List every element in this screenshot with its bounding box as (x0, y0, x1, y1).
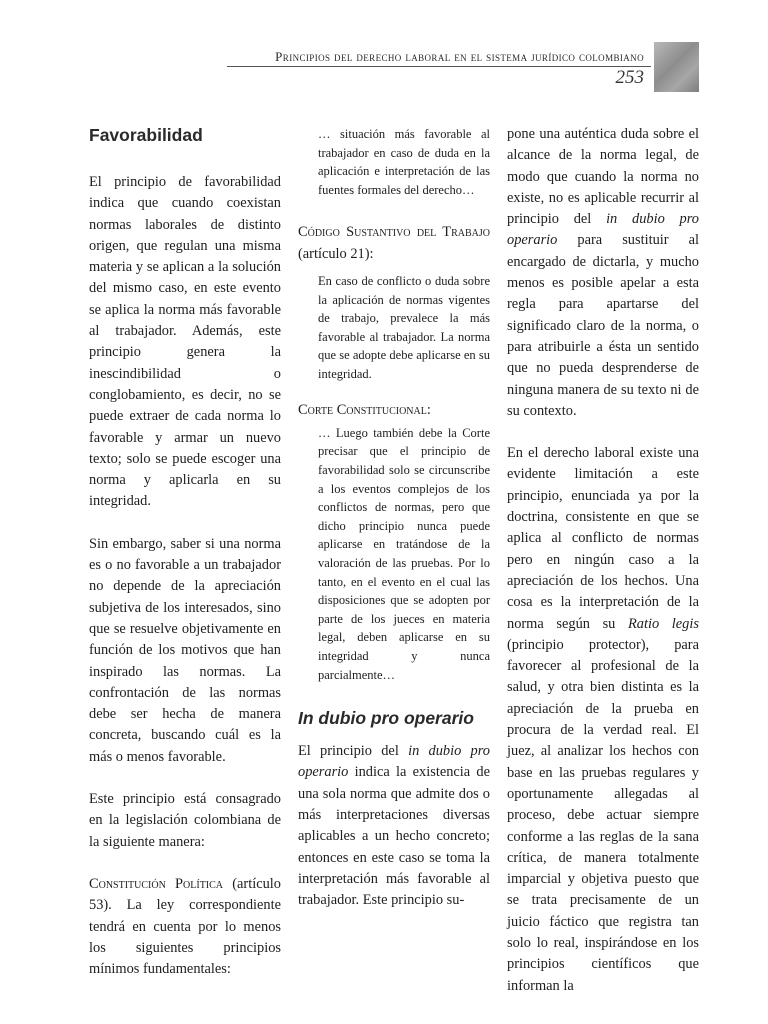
block-quote: … Luego también debe la Corte precisar que el principio de favorabilidad solo se circunscribe a los eventos complejos de los conflictos de normas, pero que dicho principio nunca puede aplicarse en tratándose de la valoración de las pruebas. Por lo tanto, en el evento en el cual las disposiciones que se adopten por parte de los jueces en materia legal, deben aplicarse en su integridad y nunca parcialmente… (318, 425, 490, 682)
column-3 (507, 120, 699, 997)
block-quote: En caso de conflicto o duda sobre la aplicación de normas vigentes de trabajo, prevalece la más favorable al trabajador. La norma que se adopte debe aplicarse en su integridad. (318, 273, 490, 381)
italic-term: in dubio pro operario (298, 743, 491, 781)
source-text: (artículo 21): (298, 245, 374, 262)
paragraph-text: (principio protector), para favorecer al profesional de la salud, y otra bien distinta es la apreciación de la prueba en procura de la verdad real. El juez, al analizar los hechos con base en las pruebas regulares y oportunamente allegadas al proceso, debe actuar siempre conforme a las reglas de la sana crítica, de manera totalmente imparcial y objetiva puesto que se trata precisamente de un juicio fáctico que registra tan solo lo real, inspirándose en los principios científicos que informan la (507, 636, 699, 994)
block-quote: … situación más favorable al trabajador en caso de duda en la aplicación e interpretación de las fuentes formales del derecho… (318, 127, 490, 197)
header-rule (227, 66, 651, 67)
paragraph: Este principio está consagrado en la legislación colombiana de la siguiente manera: (89, 791, 281, 850)
source-label-corte: Corte Constitucional: (298, 401, 431, 418)
column-1 (89, 120, 281, 980)
section-heading-in-dubio: In dubio pro operario (298, 708, 474, 729)
source-label-constitucion: Constitución Política (89, 875, 224, 892)
page-number: 253 (615, 67, 644, 88)
paragraph: El principio de favorabilidad indica que cuando coexistan normas laborales de distinto origen, que regulan una misma materia y se aplican a la solución del mismo caso, en este evento se aplica la norma más favorable al trabajador. Además, este principio genera la inescindibilidad o conglobamiento, es decir, no se puede extraer de cada norma lo favorable y armar un nuevo texto; solo se puede escoger una norma y aplicarla en su integridad. (89, 174, 281, 510)
paragraph (507, 443, 699, 997)
source-line (298, 400, 490, 421)
paragraph (298, 741, 490, 911)
paragraph-text: para sustituir al encargado de dictarla, y mucho menos es posible apelar a esta regla para apartarse del significado claro de la norma, o para atribuirle a ésta un sentido que no pueda desprenderse de ninguna manera de su texto ni de su contexto. (507, 232, 699, 419)
paragraph-text: El principio del (298, 743, 409, 760)
source-line (298, 222, 490, 265)
italic-term: Ratio legis (628, 615, 699, 632)
paragraph-text: En el derecho laboral existe una evidente limitación a este principio, enunciada ya por la doctrina, consistente en que se aplica al conflicto de normas pero en ningún caso a la apreciación de los hechos. Una cosa es la interpretación de la norma según su (507, 445, 699, 632)
paragraph-text: pone una auténtica duda sobre el alcance de la norma legal, de modo que cuando la norma no existe, no es aplicable recurrir al principio del (507, 126, 699, 228)
paragraph: Sin embargo, saber si una norma es o no favorable a un trabajador no depende de la apreciación subjetiva de los interesados, sino que se resuelve objetivamente en función de los motivos que han inspirado las normas. La confrontación de las normas debe ser hecha de manera concreta, buscando cuál es la más o menos favorable. (89, 535, 281, 765)
running-header-title: Principios del derecho laboral en el sistema jurídico colombiano (275, 49, 644, 64)
paragraph (507, 124, 699, 422)
paragraph-text: indica la existencia de una sola norma que admite dos o más interpretaciones diversas aplicables a un hecho concreto; entonces en este caso se toma la interpretación más favorable al trabajador. Este principio su- (298, 764, 490, 909)
column-2 (298, 120, 490, 912)
paragraph (89, 874, 281, 980)
source-label-codigo: Código Sustantivo del Trabajo (298, 224, 490, 241)
paragraph-text: (artículo 53). La ley correspondiente tendrá en cuenta por lo menos los siguientes principios mínimos fundamentales: (89, 875, 281, 978)
italic-term: in dubio pro operario (507, 211, 700, 249)
corner-ornament-image (654, 42, 699, 92)
section-heading-favorabilidad: Favorabilidad (89, 125, 203, 145)
